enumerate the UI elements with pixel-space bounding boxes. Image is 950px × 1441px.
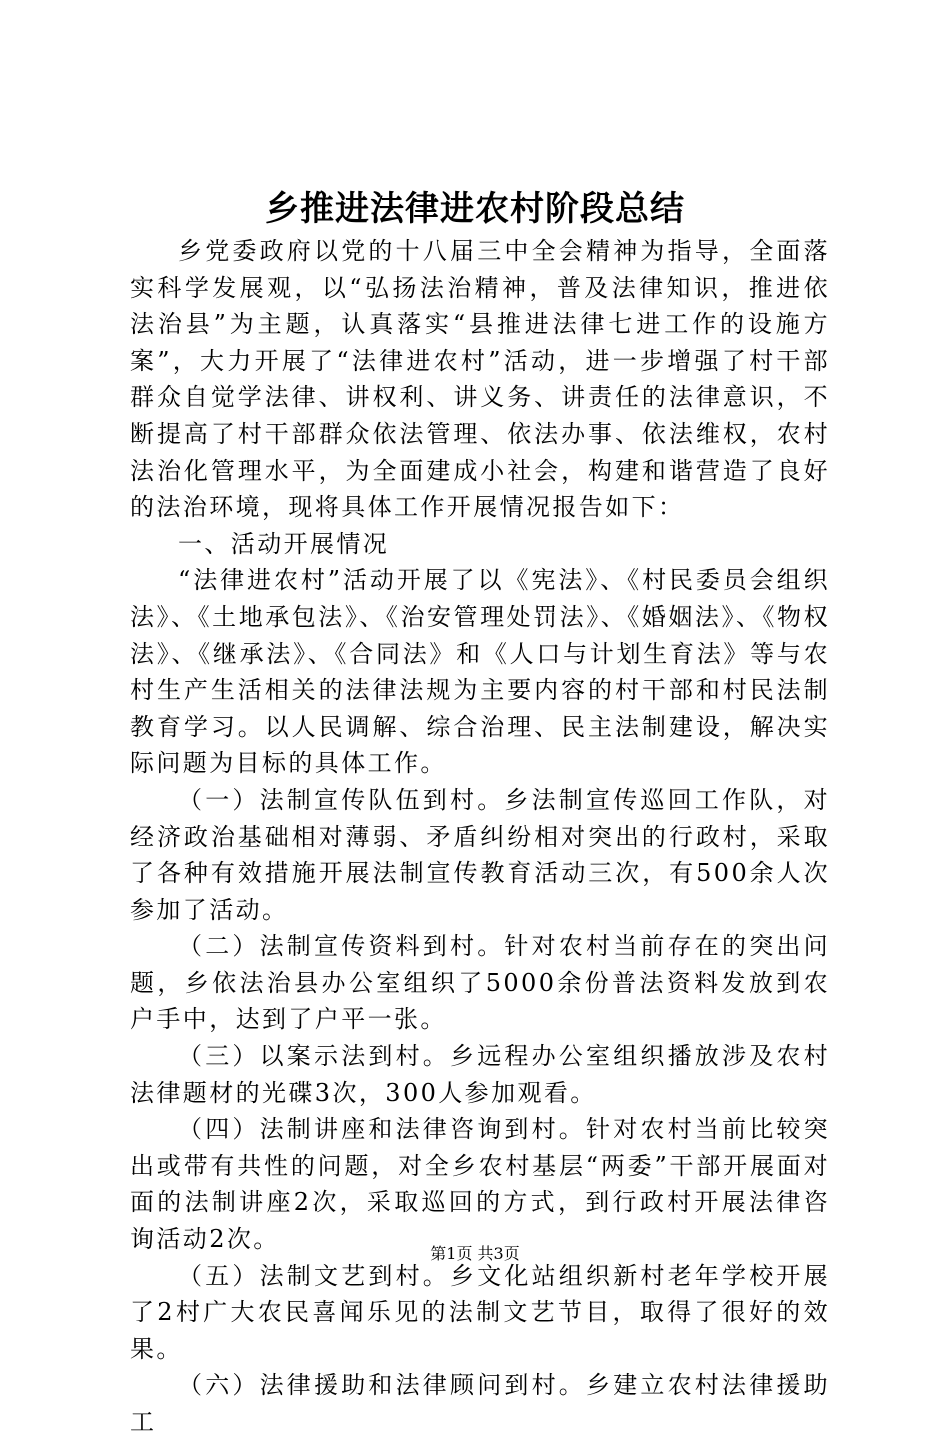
page-footer: 第1页 共3页 — [430, 1244, 520, 1263]
paragraph-item-1: （一）法制宣传队伍到村。乡法制宣传巡回工作队，对经济政治基础相对薄弱、矛盾纠纷相对突出的行政村，采取了各种有效措施开展法制宣传教育活动三次，有500余人次参加了活动。 — [130, 785, 830, 924]
paragraph-item-2: （二）法制宣传资料到村。针对农村当前存在的突出问题，乡依法治县办公室组织了5000余份普法资料发放到农户手中，达到了户平一张。 — [130, 932, 830, 1034]
paragraph-intro: 乡党委政府以党的十八届三中全会精神为指导，全面落实科学发展观，以“弘扬法治精神，普及法律知识，推进依法治县”为主题，认真落实“县推进法律七进工作的设施方案”，大力开展了“法律进农村”活动，进一步增强了村干部群众自觉学法律、讲权利、讲义务、讲责任的法律意识，不断提高了村干部群众依法管理、依法办事、依法维权，农村法治化管理水平，为全面建成小社会，构建和谐营造了良好的法治环境，现将具体工作开展情况报告如下： — [130, 237, 830, 522]
section-heading: 一、活动开展情况 — [178, 529, 390, 558]
paragraph-item-5: （五）法制文艺到村。乡文化站组织新村老年学校开展了2村广大农民喜闻乐见的法制文艺节目，取得了很好的效果。 — [130, 1261, 830, 1363]
paragraph-item-3: （三）以案示法到村。乡远程办公室组织播放涉及农村法律题材的光碟3次，300人参加观看。 — [130, 1042, 830, 1107]
document-title: 乡推进法律进农村阶段总结 — [265, 189, 685, 229]
paragraph-item-6: （六）法律援助和法律顾问到村。乡建立农村法律援助工 — [130, 1371, 830, 1436]
paragraph-item-4: （四）法制讲座和法律咨询到村。针对农村当前比较突出或带有共性的问题，对全乡农村基层“两委”干部开展面对面的法制讲座2次，采取巡回的方式，到行政村开展法律咨询活动2次。 — [130, 1115, 830, 1254]
paragraph-overview: “法律进农村”活动开展了以《宪法》、《村民委员会组织法》、《土地承包法》、《治安管理处罚法》、《婚姻法》、《物权法》、《继承法》、《合同法》和《人口与计划生育法》等与农村生产生活相关的法律法规为主要内容的村干部和村民法制教育学习。以人民调解、综合治理、民主法制建设，解决实际问题为目标的具体工作。 — [130, 566, 830, 778]
